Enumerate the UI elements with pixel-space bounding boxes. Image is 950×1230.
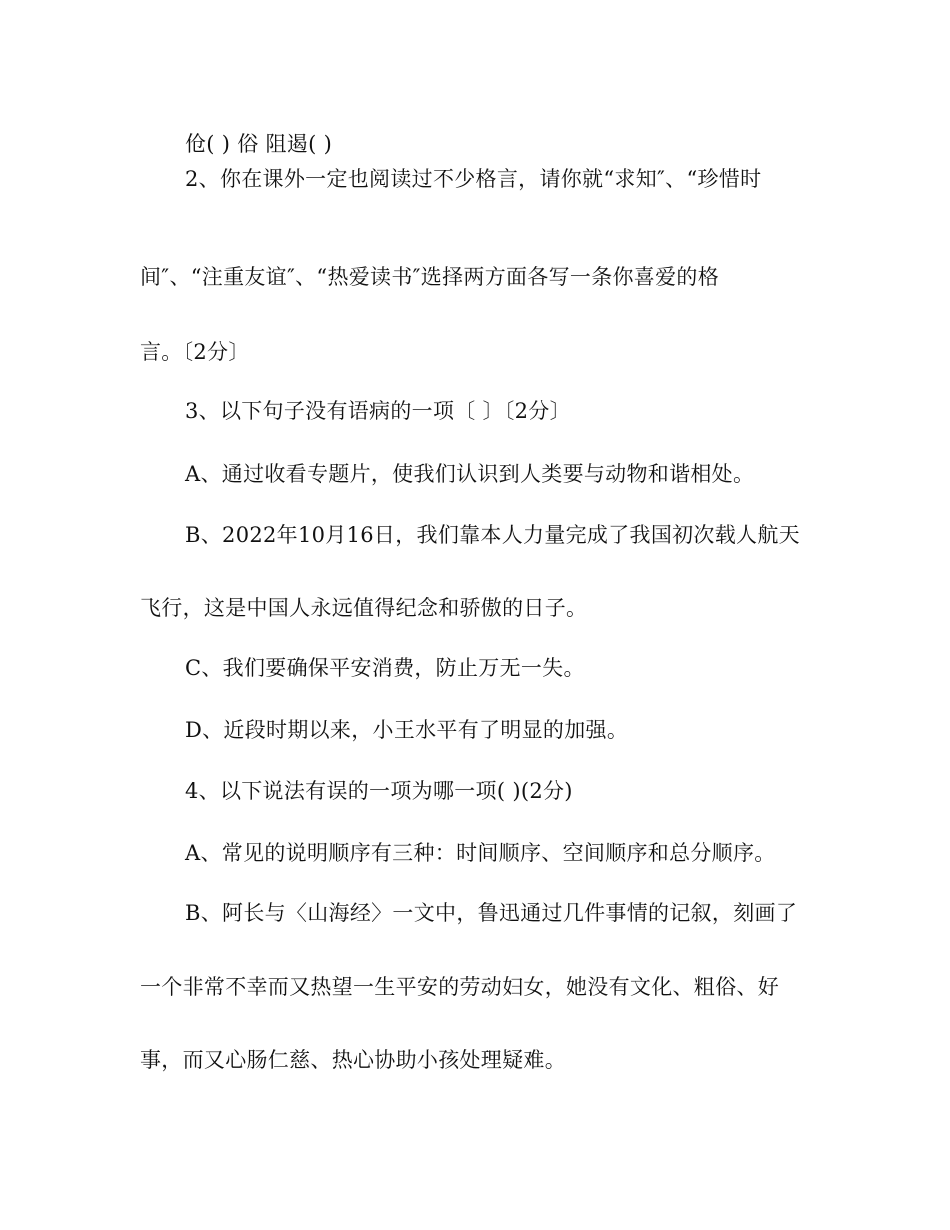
text-line-word-pinyin: 伧( ) 俗 阻遏( )	[185, 132, 333, 156]
text-line-q4-option-b: B、阿长与〈山海经〉一文中，鲁迅通过几件事情的记叙，刻画了	[185, 901, 798, 925]
text-line-q3: 3、以下句子没有语病的一项〔 〕〔2分〕	[185, 399, 571, 423]
text-line-q4-option-b-continued: 一个非常不幸而又热望一生平安的劳动妇女，她没有文化、粗俗、好	[140, 975, 779, 999]
text-line-q4: 4、以下说法有误的一项为哪一项( )(2分)	[185, 779, 573, 803]
text-line-q4-option-b-end: 事，而又心肠仁慈、热心协助小孩处理疑难。	[140, 1048, 566, 1072]
text-line-q2-continued: 间″、“注重友谊″、“热爱读书″选择两方面各写一条你喜爱的格	[140, 265, 720, 289]
text-line-q3-option-b-continued: 飞行，这是中国人永远值得纪念和骄傲的日子。	[140, 596, 588, 620]
text-line-q3-option-c: C、我们要确保平安消费，防止万无一失。	[185, 656, 585, 680]
text-line-q2-end: 言。〔2分〕	[140, 340, 250, 364]
text-line-q3-option-a: A、通过收看专题片，使我们认识到人类要与动物和谐相处。	[185, 462, 755, 486]
text-line-q2-start: 2、你在课外一定也阅读过不少格言，请你就“求知″、“珍惜时	[185, 167, 762, 191]
text-line-q3-option-b: B、2022年10月16日，我们靠本人力量完成了我国初次载人航天	[185, 523, 800, 547]
text-line-q4-option-a: A、常见的说明顺序有三种：时间顺序、空间顺序和总分顺序。	[185, 841, 776, 865]
text-line-q3-option-d: D、近段时期以来，小王水平有了明显的加强。	[185, 718, 629, 742]
